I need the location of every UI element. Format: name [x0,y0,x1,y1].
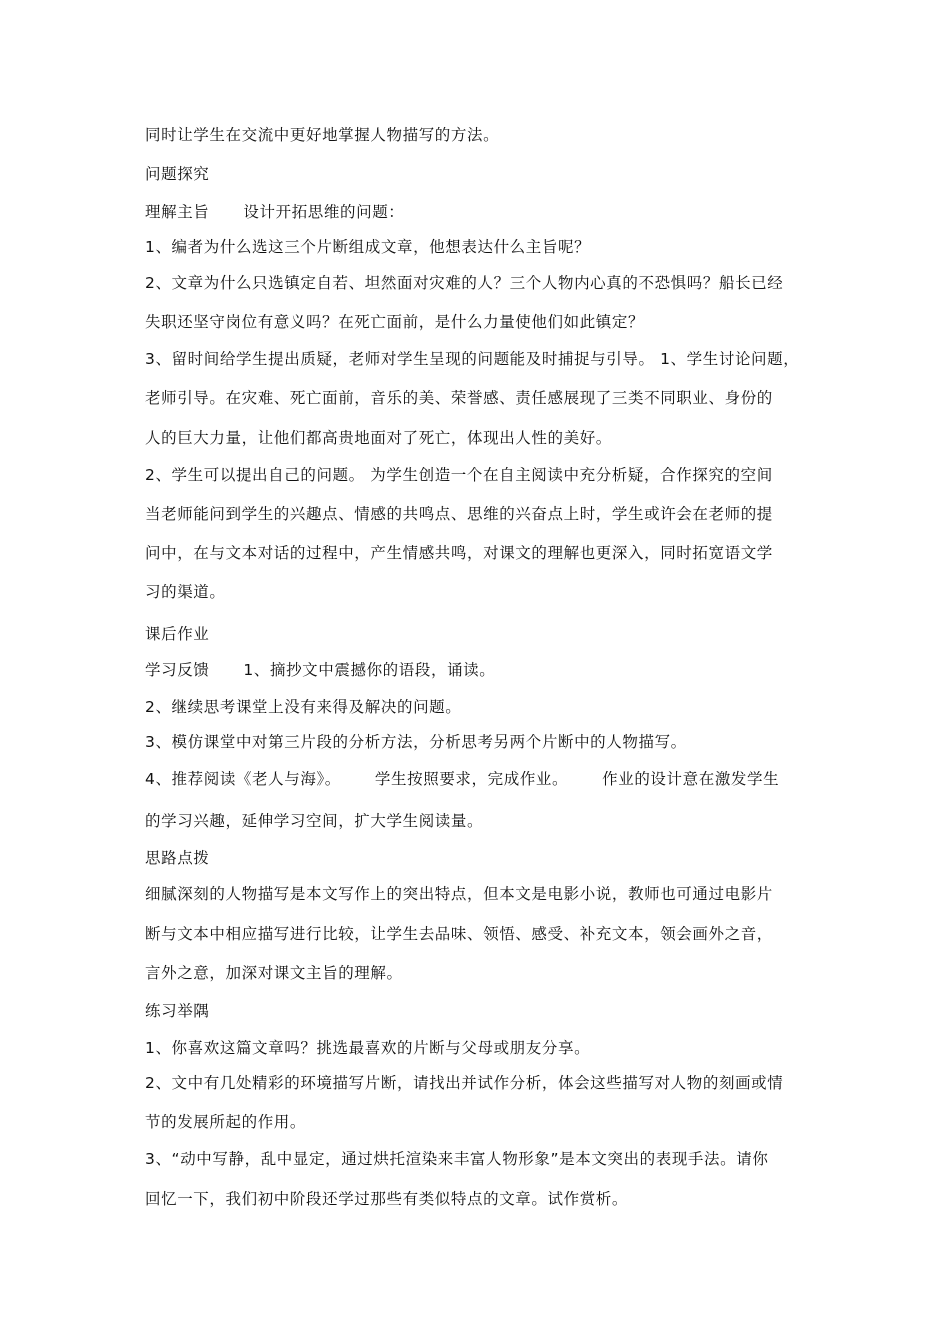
text-line: 1、你喜欢这篇文章吗？挑选最喜欢的片断与父母或朋友分享。 [145,1039,591,1057]
text-line [145,659,815,681]
text-line: 3、模仿课堂中对第三片段的分析方法，分析思考另两个片断中的人物描写。 [145,733,687,751]
text-line: 3、留时间给学生提出质疑，老师对学生呈现的问题能及时捕捉与引导。 1、学生讨论问题， [145,350,800,368]
text-span: 4、推荐阅读《老人与海》。 [145,770,341,788]
text-line: 1、编者为什么选这三个片断组成文章，他想表达什么主旨呢？ [145,238,591,256]
text-line: 细腻深刻的人物描写是本文写作上的突出特点，但本文是电影小说，教师也可通过电影片 [145,885,773,903]
section-heading: 问题探究 [145,165,210,183]
section-heading: 课后作业 [145,625,210,643]
text-line: 2、文章为什么只选镇定自若、坦然面对灾难的人？三个人物内心真的不恐惧吗？船长已经 [145,274,784,292]
text-line [145,768,815,790]
text-line: 人的巨大力量，让他们都高贵地面对了死亡，体现出人性的美好。 [145,429,612,447]
text-line: 言外之意，加深对课文主旨的理解。 [145,964,403,982]
text-span: 设计开拓思维的问题： [243,203,405,221]
text-line: 失职还坚守岗位有意义吗？在死亡面前，是什么力量使他们如此镇定？ [145,313,645,331]
text-span: 作业的设计意在激发学生 [602,770,780,788]
section-heading: 思路点拨 [145,849,210,867]
text-line: 当老师能问到学生的兴趣点、情感的共鸣点、思维的兴奋点上时，学生或许会在老师的提 [145,505,773,523]
text-line: 同时让学生在交流中更好地掌握人物描写的方法。 [145,126,500,144]
text-line: 2、继续思考课堂上没有来得及解决的问题。 [145,698,462,716]
sub-heading: 学习反馈 [145,661,210,679]
text-line: 老师引导。在灾难、死亡面前，音乐的美、荣誉感、责任感展现了三类不同职业、身份的 [145,389,773,407]
text-span: 1、摘抄文中震撼你的语段，诵读。 [243,661,496,679]
text-line: 2、文中有几处精彩的环境描写片断，请找出并试作分析，体会这些描写对人物的刻画或情 [145,1074,784,1092]
text-span: 学生按照要求，完成作业。 [374,770,569,788]
text-line: 断与文本中相应描写进行比较，让学生去品味、领悟、感受、补充文本，领会画外之音， [145,925,773,943]
text-line: 回忆一下，我们初中阶段还学过那些有类似特点的文章。试作赏析。 [145,1190,629,1208]
text-line: 问中，在与文本对话的过程中，产生情感共鸣，对课文的理解也更深入，同时拓宽语文学 [145,544,773,562]
text-line [145,201,815,223]
text-line: 节的发展所起的作用。 [145,1113,307,1131]
sub-heading: 理解主旨 [145,203,210,221]
text-line: 习的渠道。 [145,583,226,601]
text-line: 3、“动中写静，乱中显定，通过烘托渲染来丰富人物形象”是本文突出的表现手法。请你 [145,1150,769,1168]
text-line: 的学习兴趣，延伸学习空间，扩大学生阅读量。 [145,812,484,830]
section-heading: 练习举隅 [145,1002,210,1020]
text-line: 2、学生可以提出自己的问题。 为学生创造一个在自主阅读中充分析疑，合作探究的空间 [145,466,773,484]
